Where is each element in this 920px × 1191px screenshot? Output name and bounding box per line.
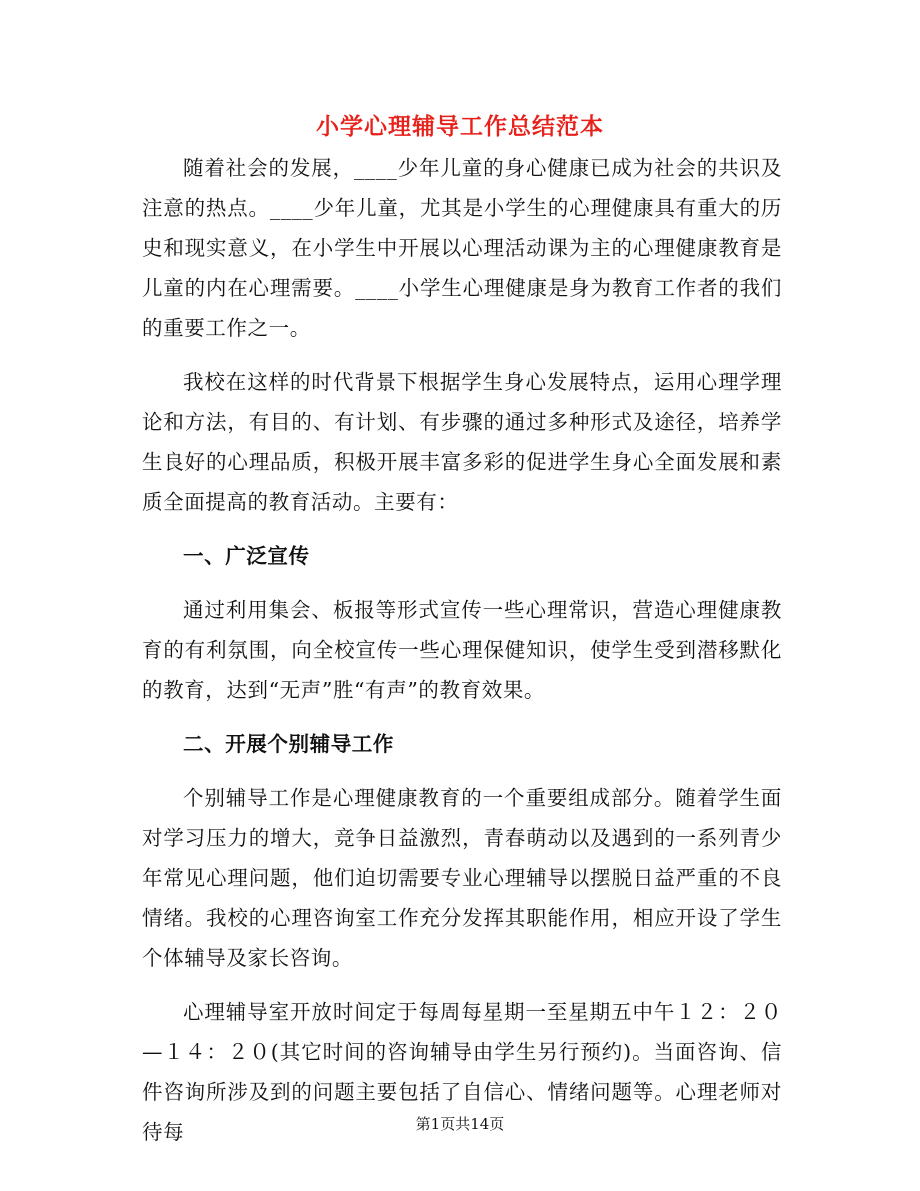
paragraph-individual-counseling: 个别辅导工作是心理健康教育的一个重要组成部分。随着学生面对学习压力的增大，竞争日益激烈，青春萌动以及遇到的一系列青少年常见心理问题，他们迫切需要专业心理辅导以摆脱日益严重的不良情绪。我校的心理咨询室工作充分发挥其职能作用，相应开设了学生个体辅导及家长咨询。 [142,786,782,970]
paragraph-background: 我校在这样的时代背景下根据学生身心发展特点，运用心理学理论和方法，有目的、有计划、有步骤的通过多种形式及途径，培养学生良好的心理品质，积极开展丰富多彩的促进学生身心全面发展和素质全面提高的教育活动。主要有： [142,370,782,514]
section-heading-publicity: 一、广泛宣传 [183,544,310,568]
section-heading-individual-counseling: 二、开展个别辅导工作 [183,732,394,756]
document-body [142,148,782,1166]
page-number-footer: 第1页共14页 [415,1115,505,1133]
paragraph-opening-hours: 心理辅导室开放时间定于每周每星期一至星期五中午１２：２０—１４：２０(其它时间的咨询辅导由学生另行预约)。当面咨询、信件咨询所涉及到的问题主要包括了自信心、情绪问题等。心理老师对待每 [142,1000,782,1144]
paragraph-publicity: 通过利用集会、板报等形式宣传一些心理常识，营造心理健康教育的有利氛围，向全校宣传一些心理保健知识，使学生受到潜移默化的教育，达到“无声”胜“有声”的教育效果。 [142,598,782,702]
document-title: 小学心理辅导工作总结范本 [316,113,604,140]
paragraph-intro: 随着社会的发展，____少年儿童的身心健康已成为社会的共识及注意的热点。____少年儿童，尤其是小学生的心理健康具有重大的历史和现实意义，在小学生中开展以心理活动课为主的心理健康教育是儿童的内在心理需要。____小学生心理健康是身为教育工作者的我们的重要工作之一。 [142,156,782,340]
